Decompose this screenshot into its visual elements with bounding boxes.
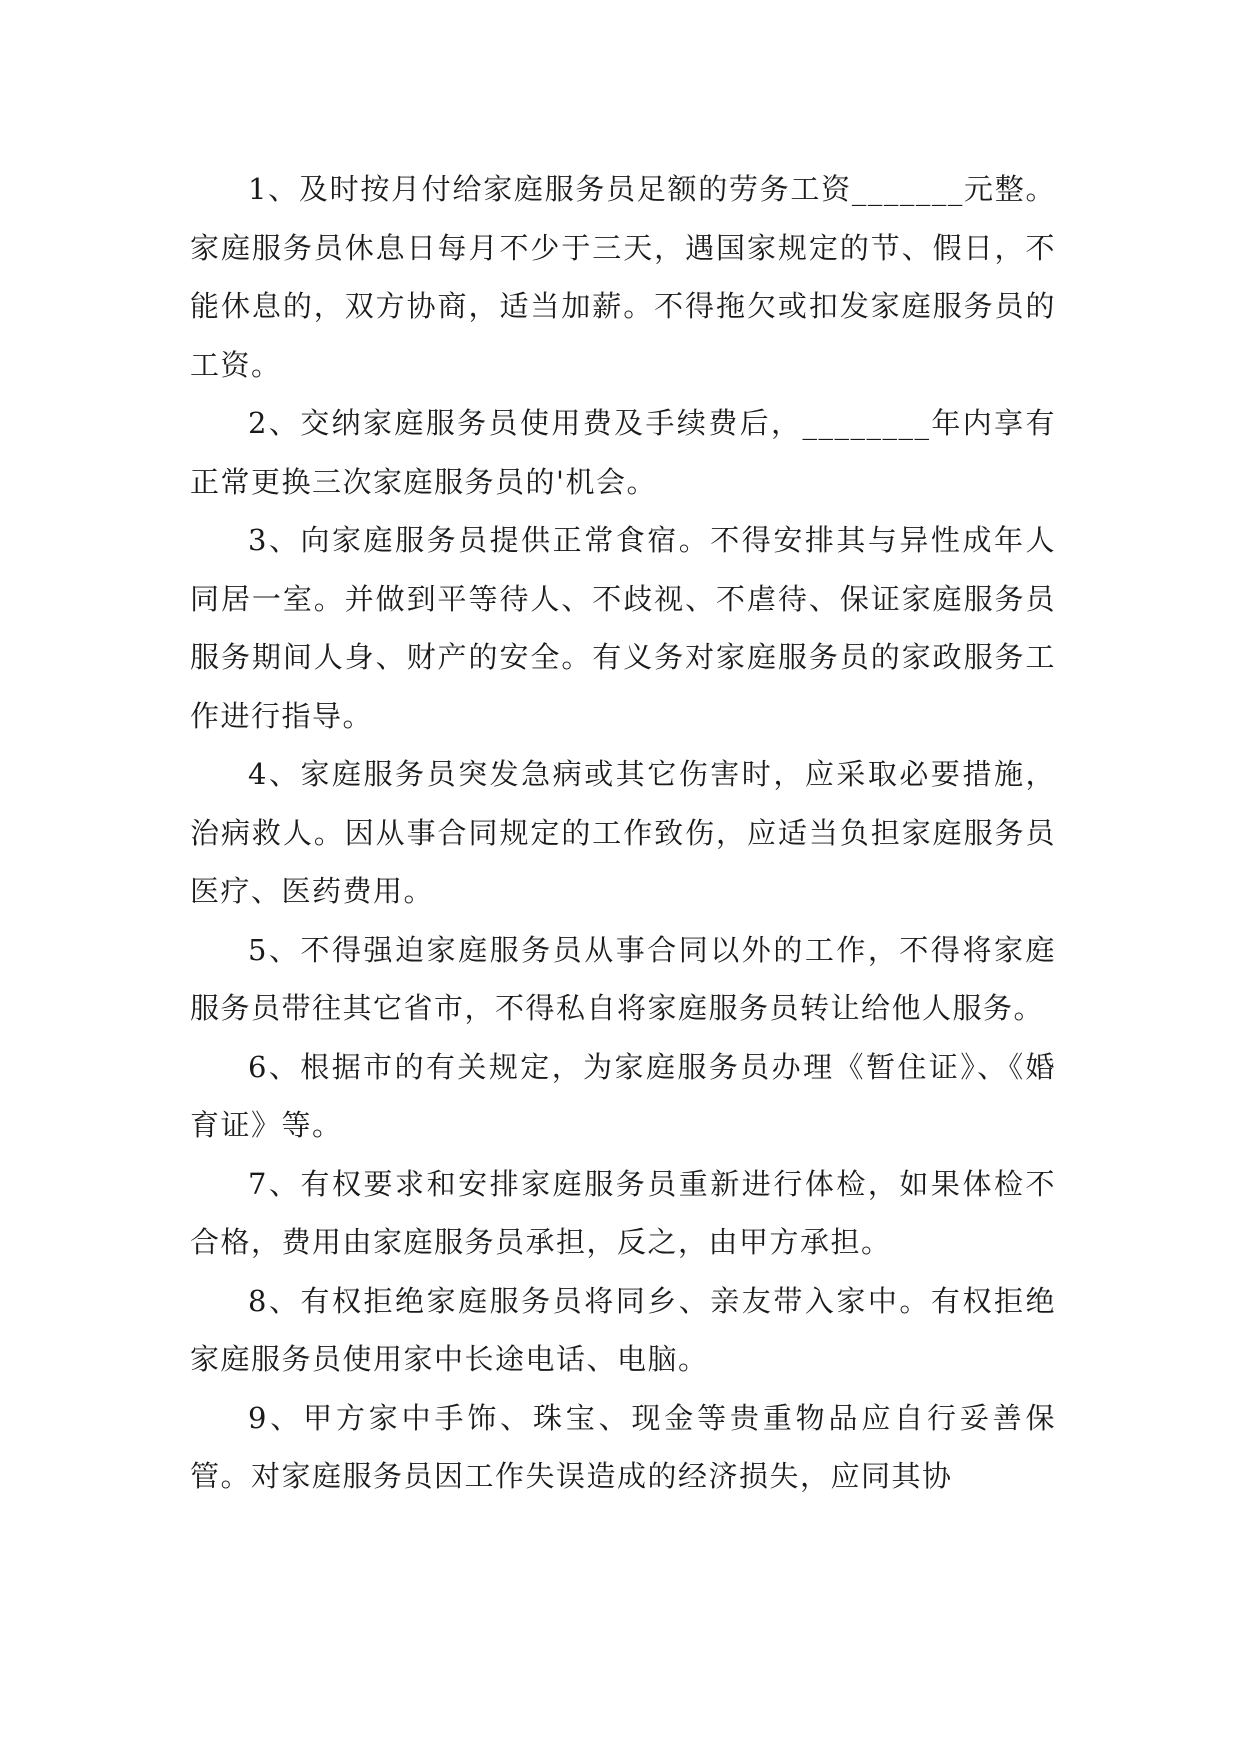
- clause-5: 5、不得强迫家庭服务员从事合同以外的工作，不得将家庭服务员带往其它省市，不得私自将家庭服务员转让给他人服务。: [190, 932, 1056, 1025]
- clause-7: 7、有权要求和安排家庭服务员重新进行体检，如果体检不合格，费用由家庭服务员承担，反之，由甲方承担。: [190, 1166, 1056, 1259]
- clause-3: 3、向家庭服务员提供正常食宿。不得安排其与异性成年人同居一室。并做到平等待人、不歧视、不虐待、保证家庭服务员服务期间人身、财产的安全。有义务对家庭服务员的家政服务工作进行指导。: [190, 523, 1056, 733]
- clause-9: 9、甲方家中手饰、珠宝、现金等贵重物品应自行妥善保管。对家庭服务员因工作失误造成的经济损失，应同其协: [190, 1400, 1056, 1493]
- clause-6: 6、根据市的有关规定，为家庭服务员办理《暂住证》、《婚育证》等。: [190, 1049, 1056, 1142]
- clause-1: 1、及时按月付给家庭服务员足额的劳务工资_______元整。家庭服务员休息日每月不少于三天，遇国家规定的节、假日，不能休息的，双方协商，适当加薪。不得拖欠或扣发家庭服务员的工资。: [190, 172, 1056, 382]
- clause-2: 2、交纳家庭服务员使用费及手续费后，________年内享有正常更换三次家庭服务员的'机会。: [190, 406, 1056, 499]
- clause-8: 8、有权拒绝家庭服务员将同乡、亲友带入家中。有权拒绝家庭服务员使用家中长途电话、电脑。: [190, 1283, 1056, 1376]
- document-body: [190, 160, 1056, 1506]
- clause-4: 4、家庭服务员突发急病或其它伤害时，应采取必要措施，治病救人。因从事合同规定的工作致伤，应适当负担家庭服务员医疗、医药费用。: [190, 757, 1056, 908]
